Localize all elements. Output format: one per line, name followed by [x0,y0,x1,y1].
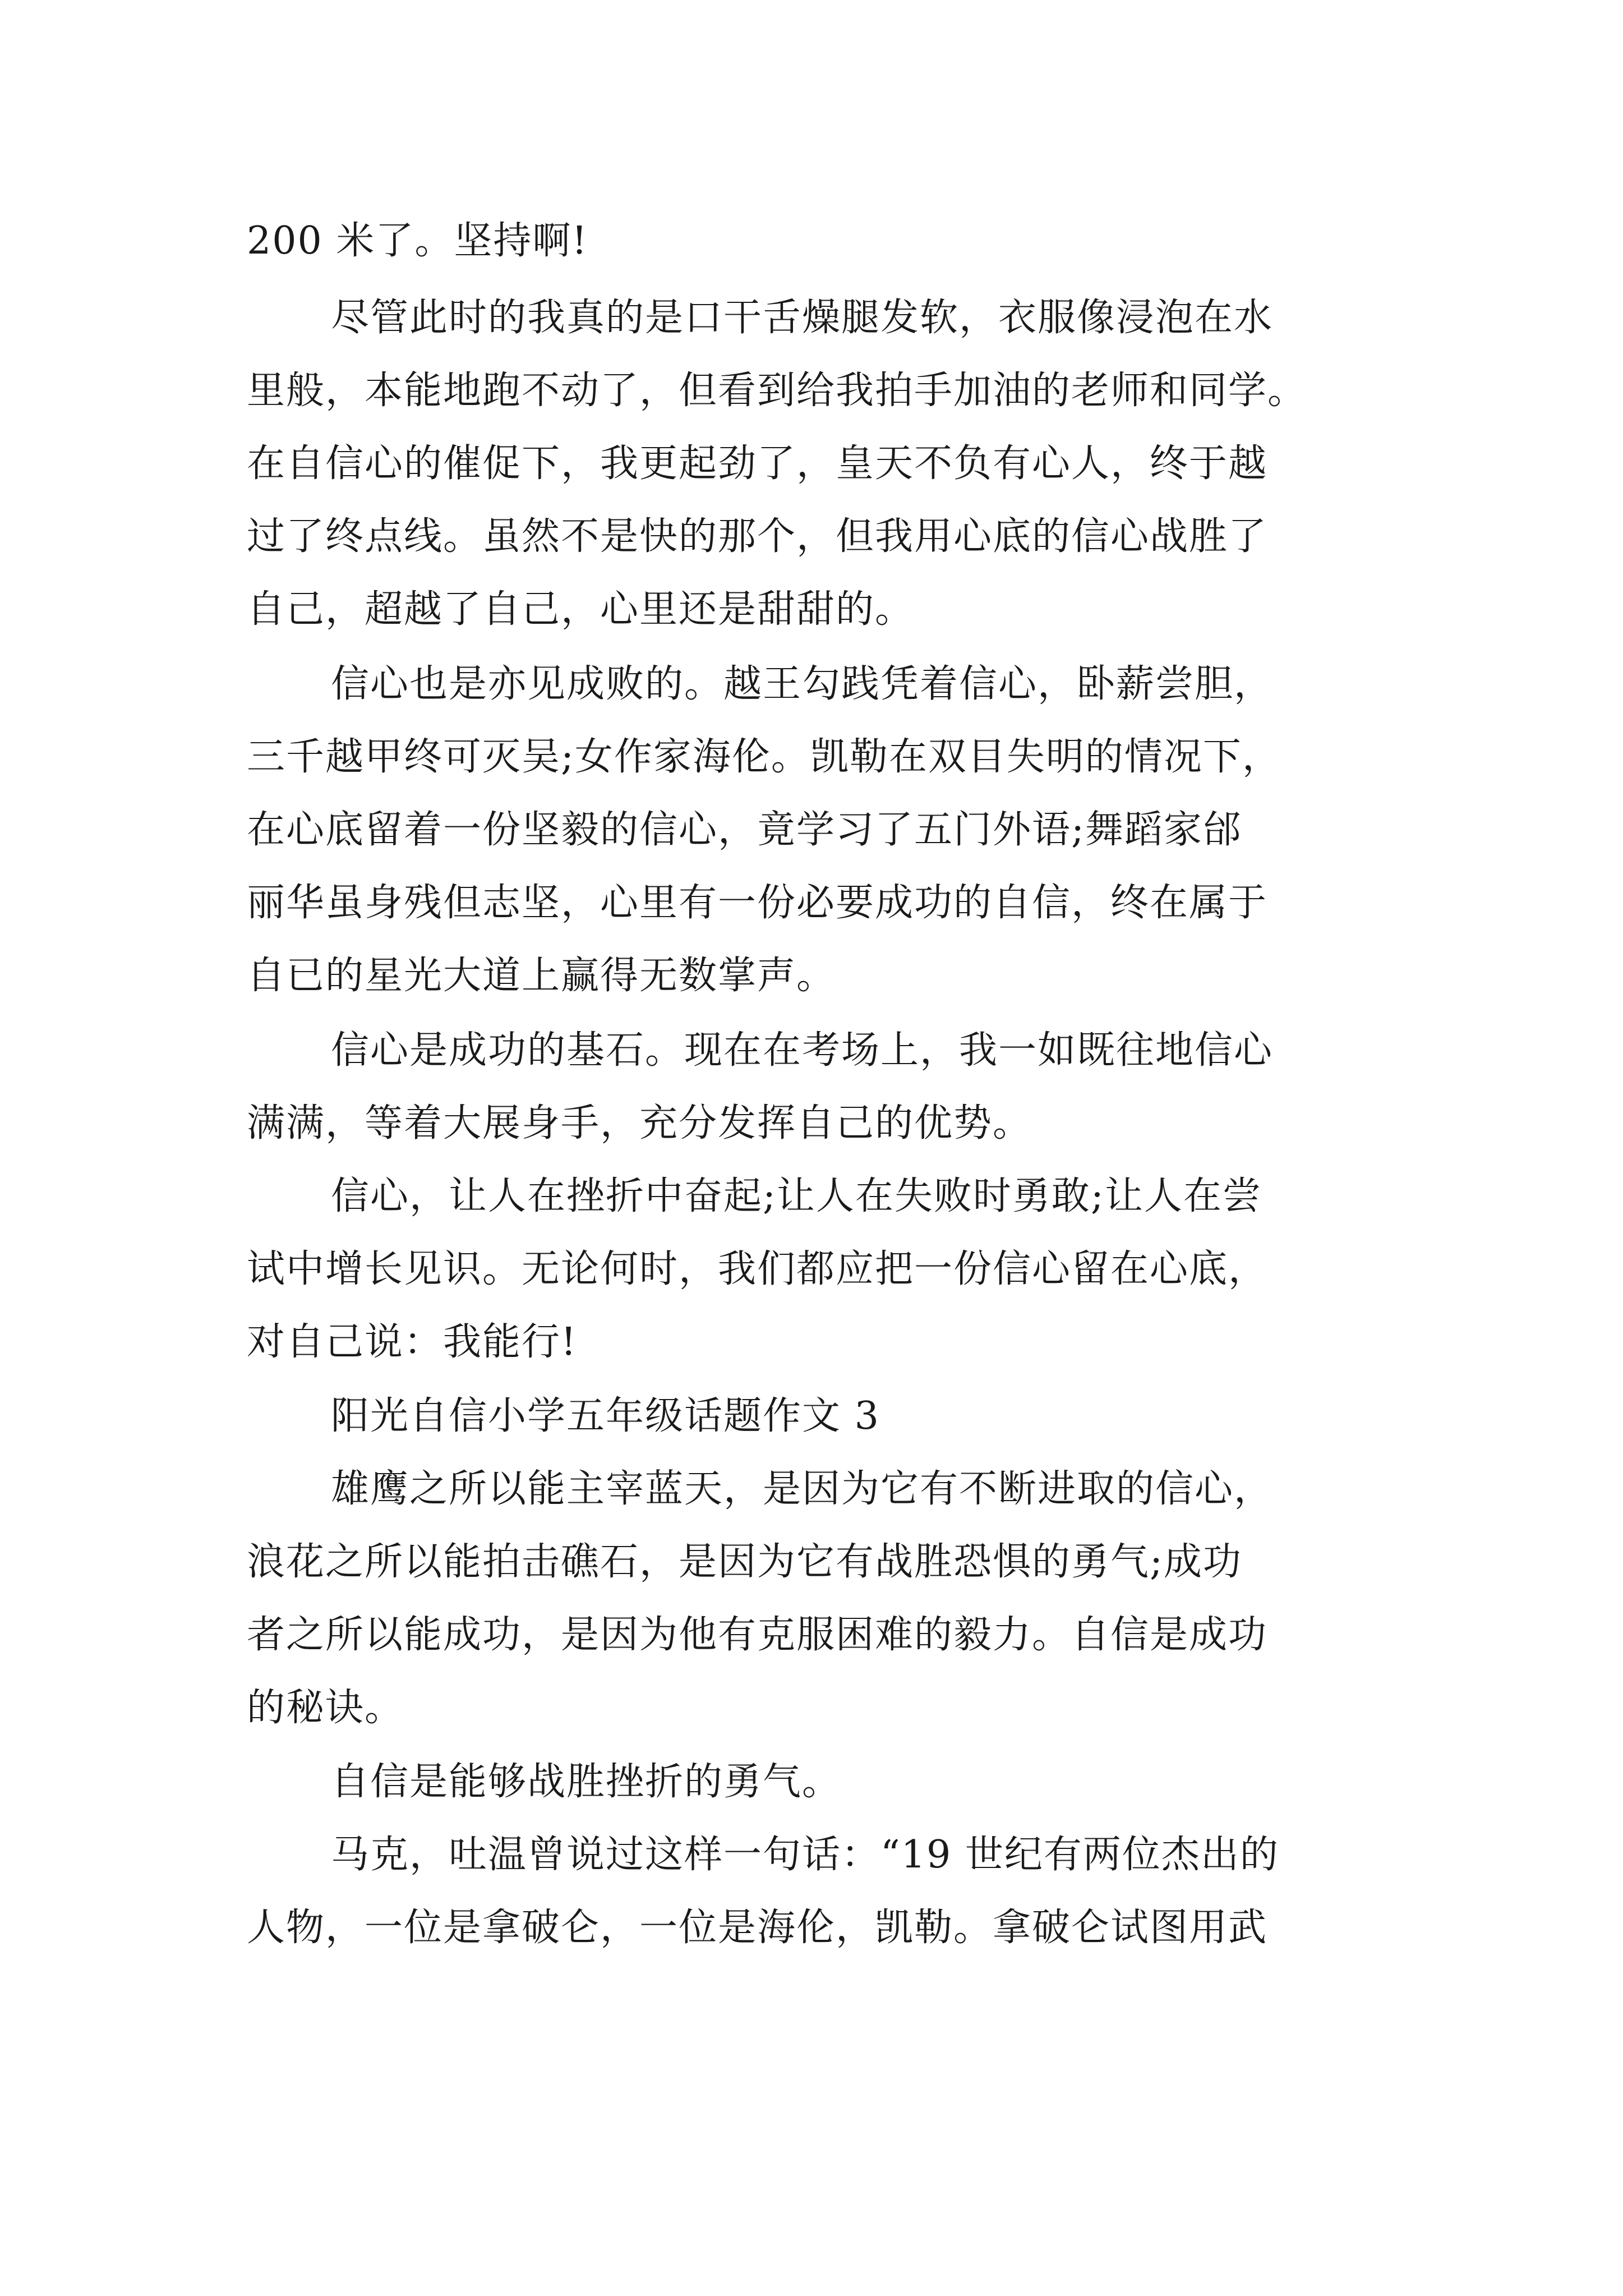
paragraph-start-line: 信心，让人在挫折中奋起;让人在失败时勇敢;让人在尝 [331,1174,1262,1218]
paragraph-start-line: 信心是成功的基石。现在在考场上，我一如既往地信心 [331,1028,1274,1073]
section-heading: 阳光自信小学五年级话题作文 3 [331,1394,880,1438]
text-line: 自已的星光大道上赢得无数掌声。 [247,954,836,998]
text-line: 三千越甲终可灭吴;女作家海伦。凯勒在双目失明的情况下， [247,735,1281,779]
text-line: 在心底留着一份坚毅的信心，竟学习了五门外语;舞蹈家邰 [247,808,1242,852]
text-line: 过了终点线。虽然不是快的那个，但我用心底的信心战胜了 [247,514,1268,559]
text-line: 200 米了。坚持啊! [247,219,588,263]
text-line: 的秘诀。 [247,1686,404,1730]
text-line: 浪花之所以能拍击礁石，是因为它有战胜恐惧的勇气;成功 [247,1540,1242,1584]
paragraph-start-line: 尽管此时的我真的是口干舌燥腿发软，衣服像浸泡在水 [331,296,1274,340]
text-line: 人物，一位是拿破仑，一位是海伦，凯勒。拿破仑试图用武 [247,1906,1268,1950]
text-line: 自己，超越了自己，心里还是甜甜的。 [247,587,915,632]
text-line: 试中增长见识。无论何时，我们都应把一份信心留在心底， [247,1247,1268,1291]
text-line: 里般，本能地跑不动了，但看到给我拍手加油的老师和同学。 [247,369,1307,413]
paragraph-start-line: 雄鹰之所以能主宰蓝天，是因为它有不断进取的信心， [331,1467,1274,1511]
paragraph-start-line: 马克，吐温曾说过这样一句话：“19 世纪有两位杰出的 [331,1833,1279,1877]
text-line: 满满，等着大展身手，充分发挥自己的优势。 [247,1101,1032,1145]
paragraph-start-line: 自信是能够战胜挫折的勇气。 [331,1760,842,1804]
paragraph-start-line: 信心也是亦见成败的。越王勾践凭着信心，卧薪尝胆， [331,662,1274,706]
text-line: 在自信心的催促下，我更起劲了，皇天不负有心人，终于越 [247,441,1268,486]
text-line: 对自己说：我能行! [247,1320,578,1364]
text-line: 者之所以能成功，是因为他有克服困难的毅力。自信是成功 [247,1613,1268,1657]
text-line: 丽华虽身残但志坚，心里有一份必要成功的自信，终在属于 [247,881,1268,925]
